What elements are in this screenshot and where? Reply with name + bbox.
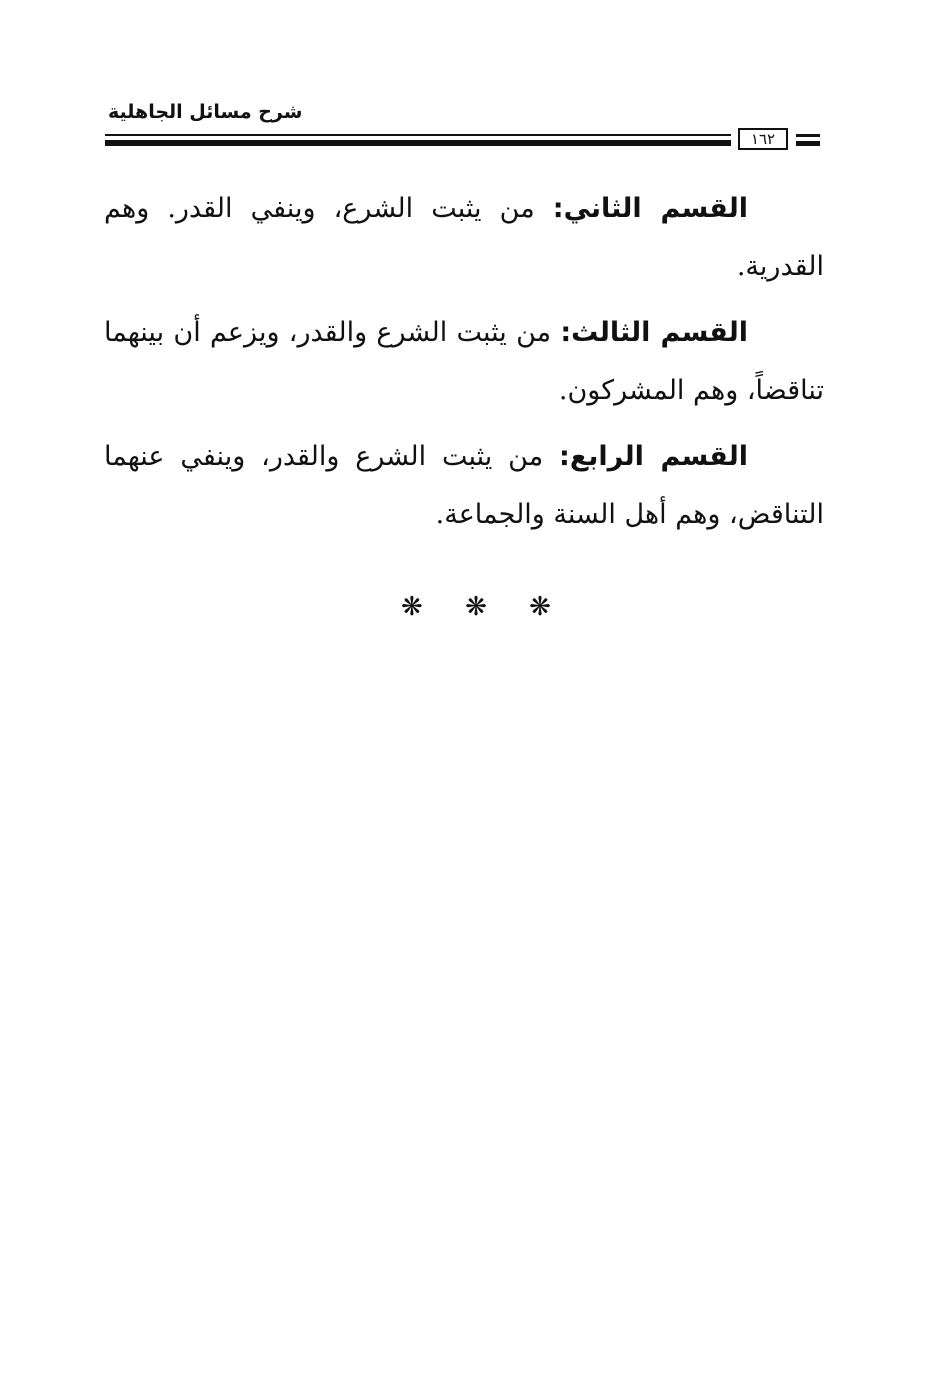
paragraph-section-4 xyxy=(104,428,824,544)
paragraph-heading: القسم الثاني: xyxy=(552,193,748,224)
paragraph-section-3 xyxy=(104,304,824,420)
paragraph-text: من يثبت الشرع والقدر، ويزعم أن بينهما تناقضاً، وهم المشركون. xyxy=(104,317,824,406)
body-text xyxy=(104,180,824,552)
paragraph-text: من يثبت الشرع، وينفي القدر. وهم القدرية. xyxy=(104,193,824,282)
section-separator-stars: ❋ ❋ ❋ xyxy=(401,592,551,622)
paragraph-heading: القسم الرابع: xyxy=(559,441,748,472)
paragraph-heading: القسم الثالث: xyxy=(560,317,748,348)
running-header-title: شرح مسائل الجاهلية xyxy=(108,101,303,123)
header-rule-right-top xyxy=(796,134,820,137)
page-number: ١٦٢ xyxy=(738,128,788,150)
header-rule-thick xyxy=(105,140,731,146)
header-rule-thin xyxy=(105,134,731,136)
paragraph-text: من يثبت الشرع والقدر، وينفي عنهما التناقض، وهم أهل السنة والجماعة. xyxy=(104,441,824,530)
paragraph-section-2 xyxy=(104,180,824,296)
header-rule-right-bottom xyxy=(796,141,820,146)
